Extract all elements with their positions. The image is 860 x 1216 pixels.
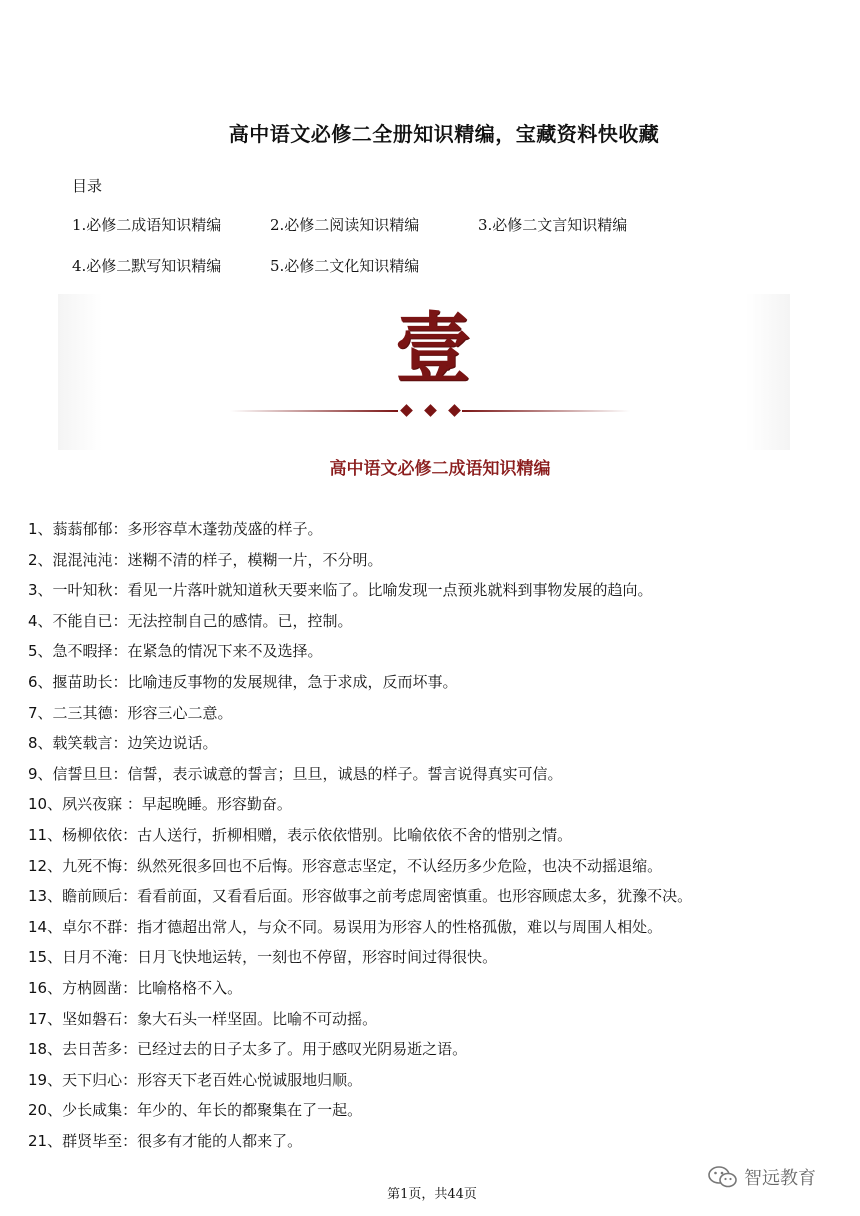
idiom-item: 21、群贤毕至：很多有才能的人都来了。 — [28, 1131, 303, 1150]
section-title: 高中语文必修二成语知识精编 — [329, 459, 551, 479]
idiom-item: 17、坚如磐石：象大石头一样坚固。比喻不可动摇。 — [28, 1009, 378, 1028]
toc-item: 1.必修二成语知识精编 — [72, 216, 222, 234]
idiom-item: 3、一叶知秋：看见一片落叶就知道秋天要来临了。比喻发现一点预兆就料到事物发展的趋向。 — [28, 581, 653, 600]
idiom-item: 13、瞻前顾后：看看前面，又看看后面。形容做事之前考虑周密慎重。也形容顾虑太多，犹豫不决。 — [28, 887, 693, 906]
idiom-item: 7、二三其德：形容三心二意。 — [28, 703, 233, 722]
idiom-item: 10、夙兴夜寐 ：早起晚睡。形容勤奋。 — [28, 795, 292, 814]
idiom-item: 18、去日苦多：已经过去的日子太多了。用于感叹光阴易逝之语。 — [28, 1040, 468, 1059]
toc-row — [72, 255, 419, 276]
idiom-item: 20、少长咸集：年少的、年长的都聚集在了一起。 — [28, 1101, 363, 1120]
divider-line-right — [462, 410, 630, 412]
toc-row — [72, 214, 627, 235]
idiom-item: 12、九死不悔：纵然死很多回也不后悔。形容意志坚定，不认经历多少危险，也决不动摇退缩。 — [28, 856, 663, 875]
wechat-icon — [708, 1165, 738, 1189]
idiom-item: 4、不能自已：无法控制自己的感情。已，控制。 — [28, 611, 353, 630]
idiom-item: 8、载笑载言：边笑边说话。 — [28, 734, 218, 753]
idiom-item: 6、揠苗助长：比喻违反事物的发展规律，急于求成，反而坏事。 — [28, 672, 458, 691]
idiom-item: 14、卓尔不群：指才德超出常人，与众不同。易误用为形容人的性格孤傲，难以与周围人相处。 — [28, 917, 663, 936]
idiom-item: 11、杨柳依依：古人送行，折柳相赠，表示依依惜别。比喻依依不舍的惜别之情。 — [28, 825, 573, 844]
idiom-item: 9、信誓旦旦：信誓，表示诚意的誓言；旦旦，诚恳的样子。誓言说得真实可信。 — [28, 764, 563, 783]
watermark — [708, 1164, 816, 1190]
document-title: 高中语文必修二全册知识精编，宝藏资料快收藏 — [228, 122, 660, 146]
idiom-item: 2、混混沌沌：迷糊不清的样子，模糊一片，不分明。 — [28, 550, 383, 569]
divider-line-left — [230, 410, 398, 412]
idiom-item: 5、急不暇择：在紧急的情况下来不及选择。 — [28, 642, 323, 661]
section-numeral: 壹 — [395, 304, 471, 393]
toc-item: 4.必修二默写知识精编 — [72, 257, 222, 275]
idiom-list — [28, 514, 828, 1156]
idiom-item: 1、蓊蓊郁郁：多形容草木蓬勃茂盛的样子。 — [28, 520, 323, 538]
idiom-item: 16、方枘圆凿：比喻格格不入。 — [28, 978, 243, 997]
toc-heading: 目录 — [72, 177, 103, 195]
idiom-item: 15、日月不淹：日月飞快地运转，一刻也不停留，形容时间过得很快。 — [28, 948, 498, 967]
toc-item: 3.必修二文言知识精编 — [478, 216, 628, 234]
page-footer: 第1页，共44页 — [387, 1187, 477, 1202]
toc-item: 2.必修二阅读知识精编 — [270, 216, 420, 234]
watermark-text: 智远教育 — [744, 1168, 816, 1189]
toc-item: 5.必修二文化知识精编 — [270, 257, 420, 275]
idiom-item: 19、天下归心：形容天下老百姓心悦诚服地归顺。 — [28, 1070, 363, 1089]
